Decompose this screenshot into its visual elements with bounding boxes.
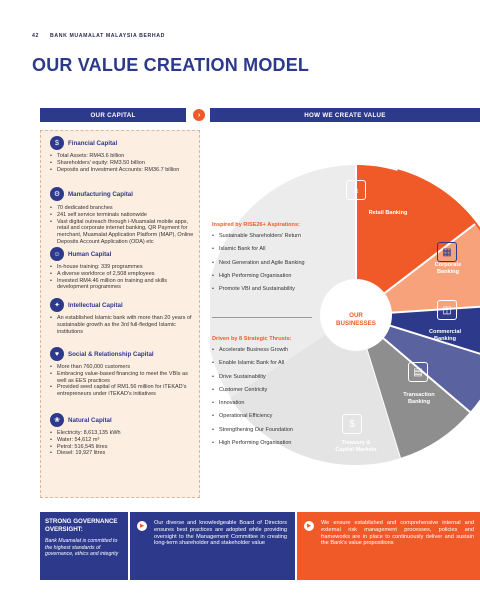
- list-item: • Vast digital outreach through i-Muamalat mobile apps, retail and corporate internet banking, QR Payment for merchant, Muamalat Application Platform (MAP), Online Deposits Account Application (ODA) etc: [50, 219, 198, 246]
- retail-banking-label: Retail Banking: [368, 210, 408, 216]
- treasury-label: Treasury & Capital Markets: [335, 440, 377, 453]
- list-item: • Water: 54,612 m³: [50, 437, 198, 444]
- risk-box: [297, 512, 480, 580]
- arrow-bullet-icon: ▶: [137, 521, 147, 531]
- list-item: • Drive Sustainability: [212, 374, 322, 381]
- building-icon: ▦: [437, 242, 457, 262]
- intellectual-capital-title: Intellectual Capital: [68, 301, 123, 309]
- list-item: • Electricity: 8,613,135 kWh: [50, 430, 198, 437]
- transaction-banking-label: Transaction Banking: [403, 392, 435, 405]
- list-item: • Promote VBI and Sustainability: [212, 286, 322, 293]
- list-item: • An established Islamic bank with more than 20 years of sustainable growth as the 3rd full-fledged Islamic institutions: [50, 315, 198, 335]
- leaf-icon: ❀: [50, 413, 64, 427]
- inspired-list: [212, 233, 322, 293]
- list-item: • Shareholders' equity: RM3.50 billion: [50, 160, 198, 167]
- list-item: • Customer Centricity: [212, 387, 322, 394]
- list-item: • Accelerate Business Growth: [212, 347, 322, 354]
- board-text: Our diverse and knowledgeable Board of Directors ensures best practices are adopted while providing oversight to the Management Committee in creating long-term shareholder and stakeholder value: [154, 520, 287, 547]
- list-item: • 70 dedicated branches: [50, 205, 198, 212]
- board-box: [130, 512, 295, 580]
- inspired-block: [212, 222, 322, 299]
- manufacturing-capital-title: Manufacturing Capital: [68, 190, 133, 198]
- inspired-heading: Inspired by RISE26+ Aspirations:: [212, 222, 300, 228]
- list-item: • Petrol: 516,545 litres: [50, 444, 198, 451]
- list-item: • Next Generation and Agile Banking: [212, 260, 322, 267]
- driven-list: [212, 347, 322, 447]
- list-item: • Enable Islamic Bank for All: [212, 360, 322, 367]
- list-item: • Operational Efficiency: [212, 413, 322, 420]
- list-item: • 241 self service terminals nationwide: [50, 212, 198, 219]
- list-item: • A diverse workforce of 2,508 employees: [50, 271, 198, 278]
- list-item: • High Performing Organisation: [212, 273, 322, 280]
- list-item: • More than 760,000 customers: [50, 364, 198, 371]
- company-name: BANK MUAMALAT MALAYSIA BERHAD: [50, 33, 165, 39]
- list-item: • Embracing value-based financing to meet the VBIs as well as EES practices: [50, 371, 198, 385]
- shop-icon: ◫: [437, 300, 457, 320]
- list-item: • Innovation: [212, 400, 322, 407]
- our-capital-bar: OUR CAPITAL: [40, 108, 186, 122]
- risk-text: We ensure established and comprehensive internal and external risk management processes, policies and frameworks are in place to continuously deliver and sustain the Bank's value propositions: [321, 520, 474, 547]
- list-item: • Islamic Bank for All: [212, 246, 322, 253]
- page-number: 42: [32, 33, 39, 39]
- how-we-create-value-bar: HOW WE CREATE VALUE: [210, 108, 480, 122]
- arrow-bullet-icon: ▶: [304, 521, 314, 531]
- treasury-icon: $: [342, 414, 362, 434]
- governance-title: STRONG GOVERNANCE OVERSIGHT:: [45, 518, 118, 533]
- commercial-banking-label: Commercial Banking: [428, 329, 462, 342]
- handshake-icon: ♥: [50, 347, 64, 361]
- list-item: • Total Assets: RM43.6 billion: [50, 153, 198, 160]
- governance-box: [40, 512, 128, 580]
- bank-icon: ⌂: [346, 180, 366, 200]
- gear-icon: ⚙: [50, 187, 64, 201]
- list-item: • Diesel: 19,927 litres: [50, 450, 198, 457]
- list-item: • Provided seed capital of RM1.56 million for iTEKAD's entrepreneurs under iTEKAD's initiatives: [50, 384, 198, 398]
- page-title: OUR VALUE CREATION MODEL: [32, 55, 310, 75]
- driven-heading: Driven by 8 Strategic Thrusts:: [212, 336, 292, 342]
- list-item: • In-house training: 339 programmes: [50, 264, 198, 271]
- mobile-transaction-icon: ▤: [408, 362, 428, 382]
- list-item: • Invested RM4.46 million on training and skills development programmes: [50, 278, 198, 292]
- list-item: • Sustainable Shareholders' Return: [212, 233, 322, 240]
- lightbulb-icon: ✦: [50, 298, 64, 312]
- money-icon: $: [50, 136, 64, 150]
- arrow-right-icon: ›: [193, 109, 205, 121]
- our-businesses-label: OUR BUSINESSES: [336, 312, 376, 327]
- person-icon: ☺: [50, 247, 64, 261]
- financial-capital-title: Financial Capital: [68, 139, 118, 147]
- natural-capital-title: Natural Capital: [68, 416, 112, 424]
- social-capital-title: Social & Relationship Capital: [68, 350, 154, 358]
- governance-text: Bank Muamalat is committed to the highest standards of governance, ethics and integrity: [45, 538, 119, 558]
- human-capital-title: Human Capital: [68, 250, 112, 258]
- list-item: • High Performing Organisation: [212, 440, 322, 447]
- list-item: • Strengthening Our Foundation: [212, 427, 322, 434]
- corporate-banking-label: Corporate Banking: [434, 262, 462, 275]
- driven-block: [212, 336, 322, 453]
- list-item: • Deposits and Investment Accounts: RM36.7 billion: [50, 167, 198, 174]
- divider: [212, 317, 312, 318]
